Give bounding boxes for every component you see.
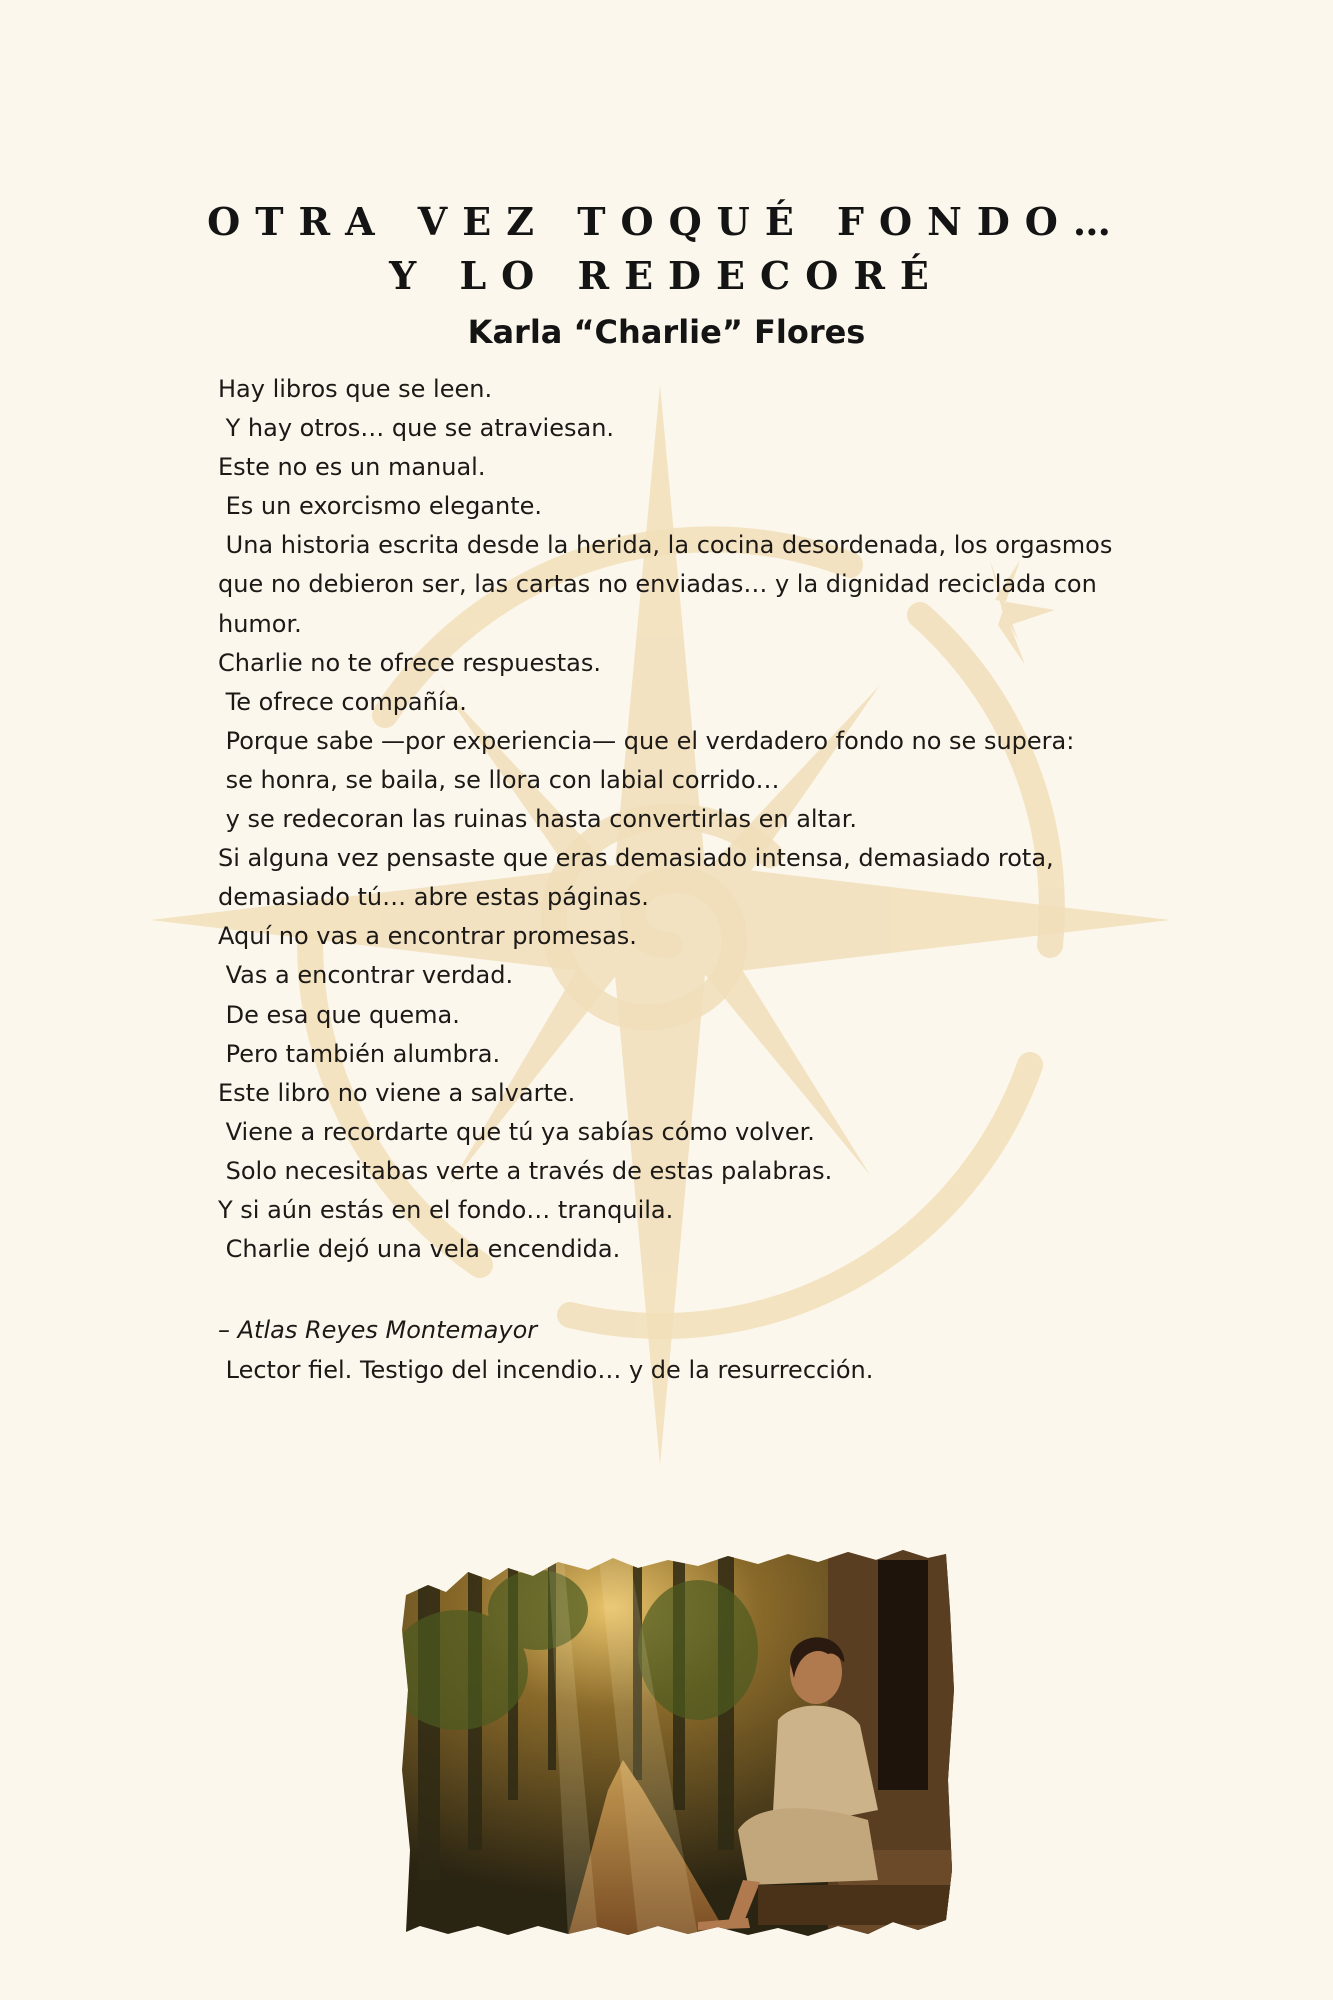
book-title (0, 195, 1333, 303)
woman-forest-path-photo (398, 1550, 958, 1936)
blurb-line: demasiado tú… abre estas páginas. (218, 883, 649, 912)
blurb-line: Hay libros que se leen. (218, 375, 493, 403)
blurb-line: Porque sabe —por experiencia— que el verdadero fondo no se supera: (218, 726, 1075, 755)
blurb-line: Charlie dejó una vela encendida. (218, 1235, 621, 1264)
author-name: Karla “Charlie” Flores (467, 313, 866, 351)
signature-name: – Atlas Reyes Montemayor (218, 1316, 538, 1344)
blurb-line: se honra, se baila, se llora con labial corrido… (218, 765, 780, 794)
blurb-line: que no debieron ser, las cartas no enviadas… y la dignidad reciclada con (218, 570, 1097, 599)
blurb-line: Este no es un manual. (218, 453, 486, 482)
blurb-line: humor. (218, 609, 302, 638)
blurb-line: Este libro no viene a salvarte. (218, 1078, 576, 1107)
blurb-line: Solo necesitabas verte a través de estas palabras. (218, 1156, 833, 1185)
book-title-line-2: Y LO REDECORÉ (389, 253, 944, 298)
signature-description: Lector fiel. Testigo del incendio… y de la resurrección. (218, 1356, 874, 1384)
blurb-line: Viene a recordarte que tú ya sabías cómo volver. (218, 1117, 815, 1146)
blurb-line: Vas a encontrar verdad. (218, 961, 514, 990)
blurb-line: De esa que quema. (218, 1000, 460, 1029)
blurb-line: Y hay otros… que se atraviesan. (218, 414, 615, 443)
blurb-line: Charlie no te ofrece respuestas. (218, 648, 602, 677)
blurb-line: Es un exorcismo elegante. (218, 492, 543, 521)
blurb-line: Si alguna vez pensaste que eras demasiado intensa, demasiado rota, (218, 844, 1054, 873)
blurb-line: y se redecoran las ruinas hasta convertirlas en altar. (218, 805, 857, 834)
blurb-text (218, 370, 1138, 1269)
testimonial-signature (218, 1310, 1138, 1390)
blurb-line: Aquí no vas a encontrar promesas. (218, 922, 637, 951)
blurb-line: Y si aún estás en el fondo… tranquila. (218, 1195, 674, 1224)
blurb-line: Te ofrece compañía. (218, 687, 467, 716)
blurb-line: Una historia escrita desde la herida, la cocina desordenada, los orgasmos (218, 531, 1113, 560)
book-title-line-1: OTRA VEZ TOQUÉ FONDO… (207, 199, 1126, 244)
blurb-line: Pero también alumbra. (218, 1039, 501, 1068)
